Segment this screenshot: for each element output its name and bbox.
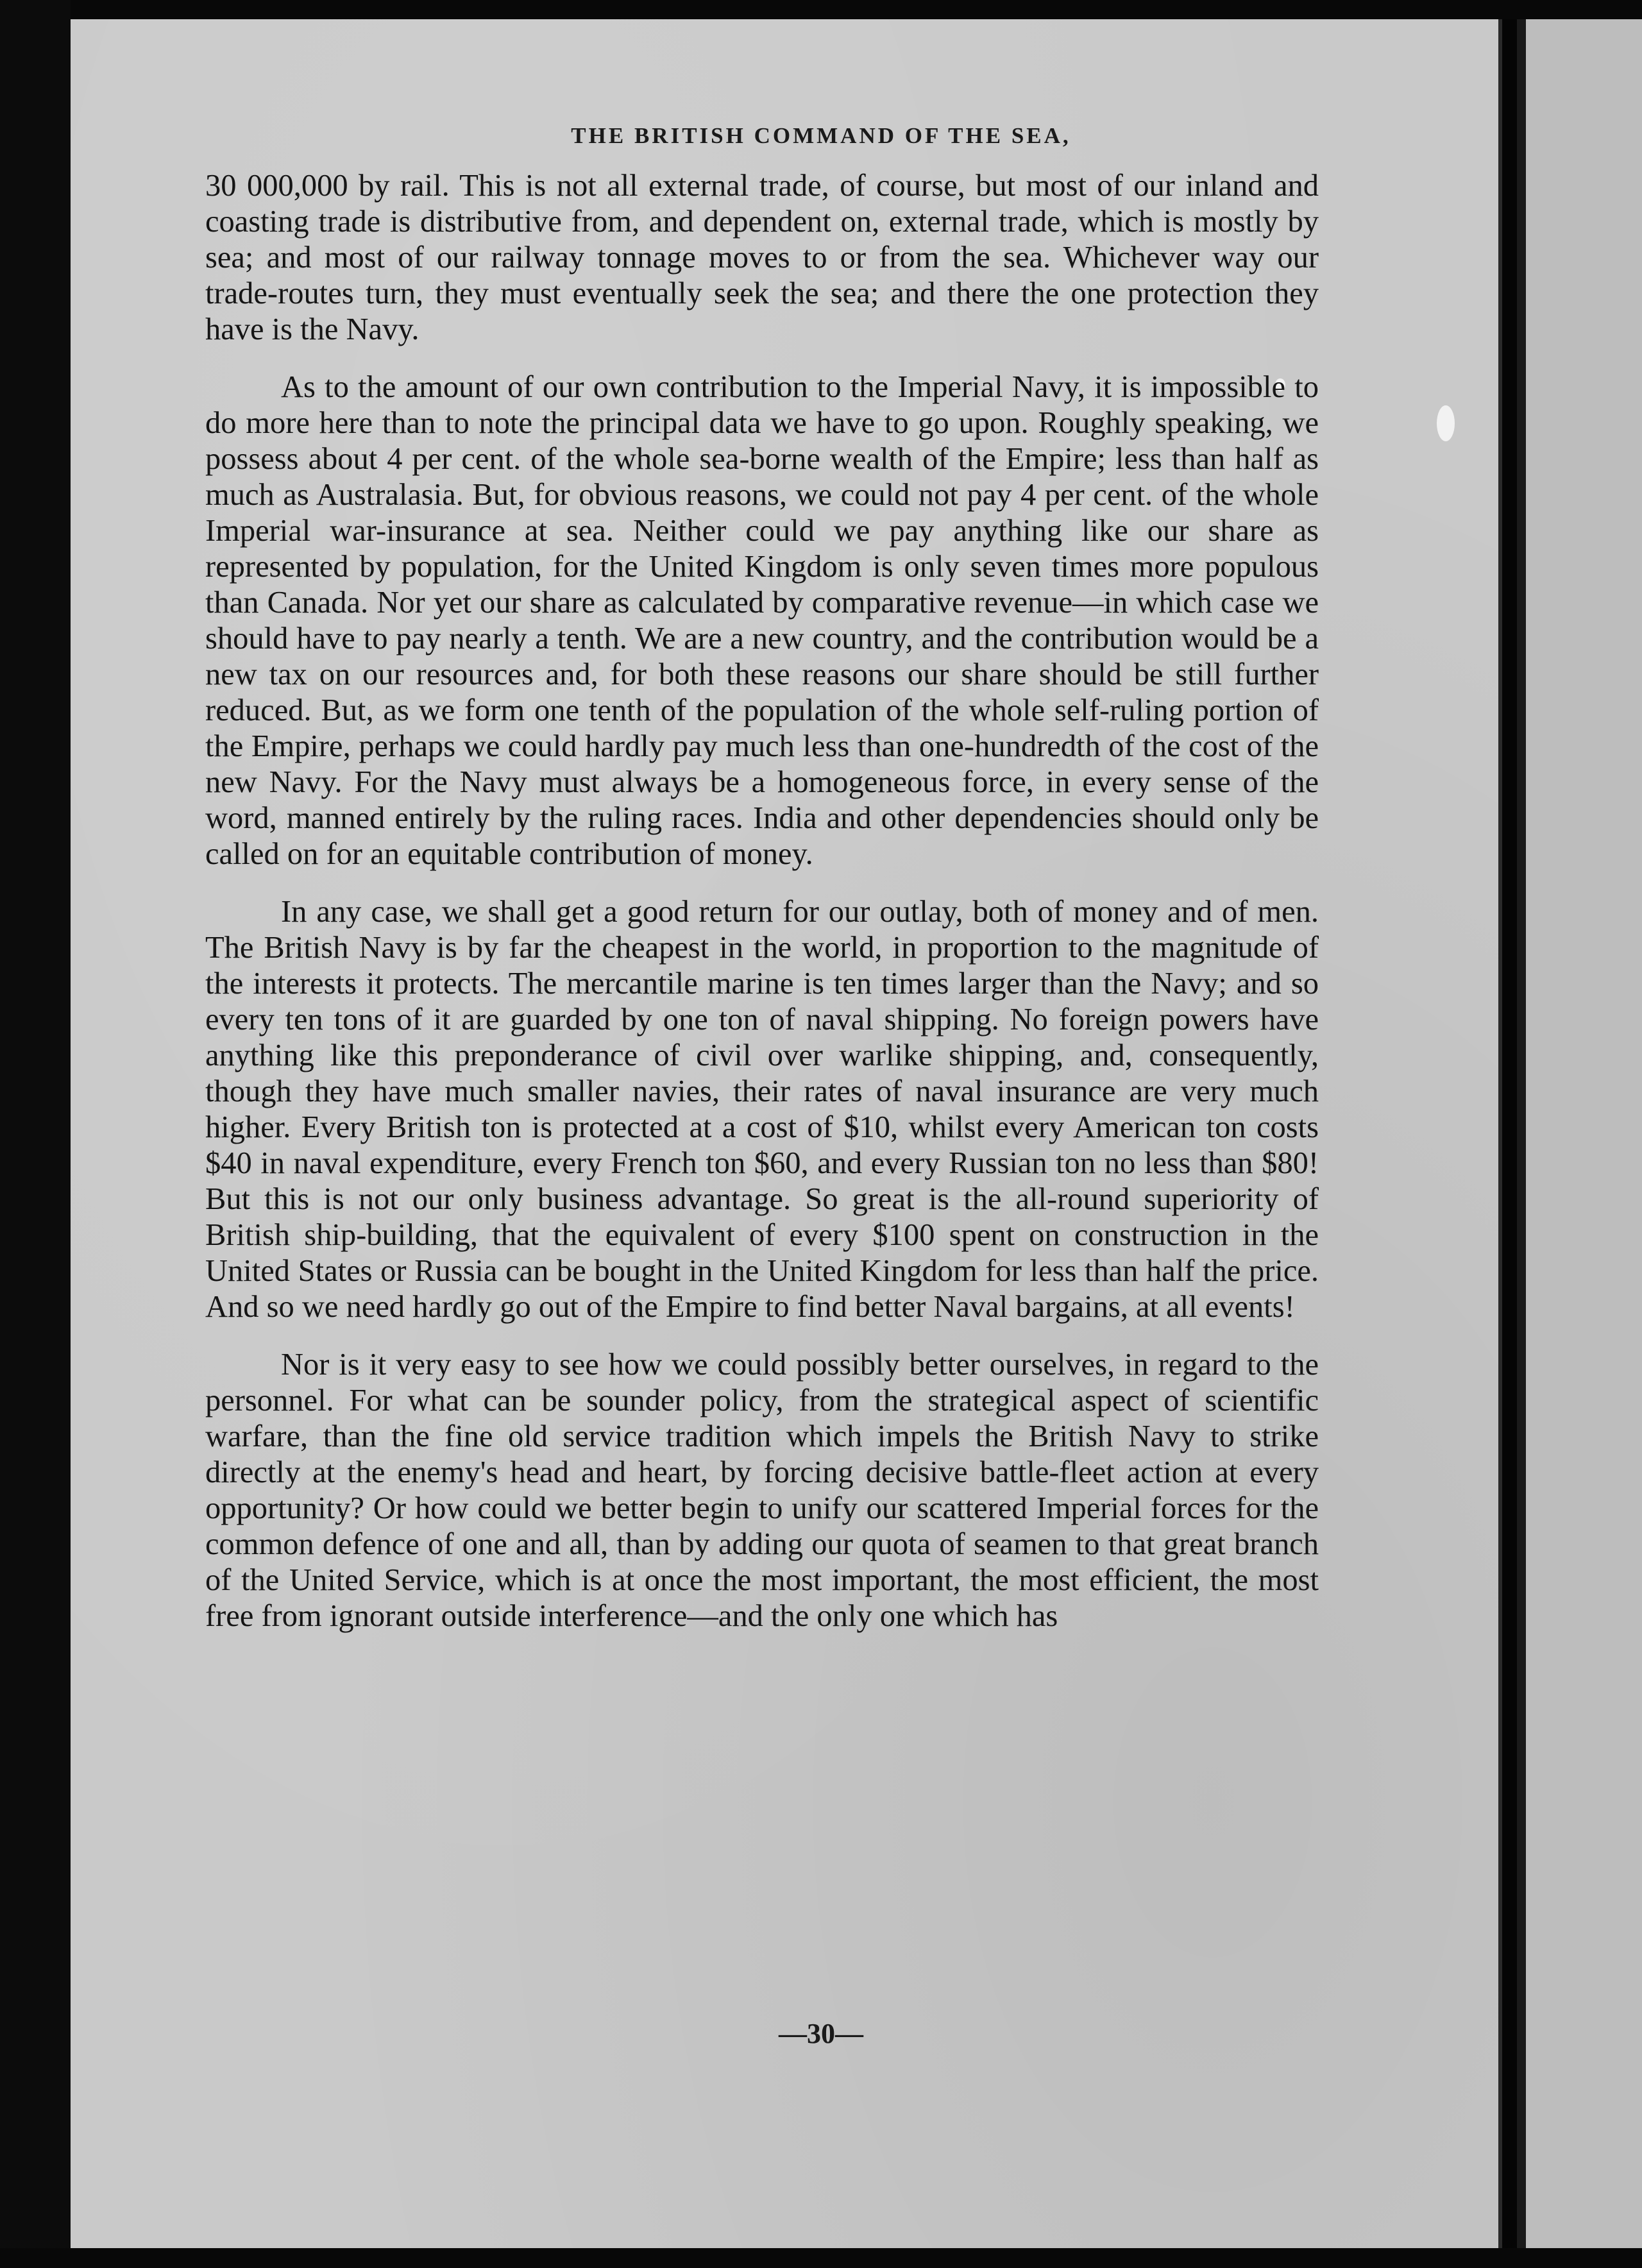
scan-bottom-border bbox=[0, 2248, 1642, 2268]
paragraph: As to the amount of our own contribution to the Imperial Navy, it is impossible to do more here than to note the principal data we have to go upon. Roughly speaking, we possess about 4 per cent. of the whole sea-borne wealth of the Empire; less than half as much as Australasia. But, for obvious reasons, we could not pay 4 per cent. of the whole Imperial war-insurance at sea. Neither could we pay anything like our share as represented by population, for the United Kingdom is only seven times more populous than Canada. Nor yet our share as calculated by comparative revenue—in which case we should have to pay nearly a tenth. We are a new country, and the contribution would be a new tax on our resources and, for both these reasons our share should be still further reduced. But, as we form one tenth of the population of the whole self-ruling portion of the Empire, perhaps we could hardly pay much less than one-hundredth of the cost of the new Navy. For the Navy must always be a homogeneous force, in every sense of the word, manned entirely by the ruling races. India and other dependencies should only be called on for an equitable contribution of money. bbox=[205, 370, 1319, 871]
running-head: THE BRITISH COMMAND OF THE SEA, bbox=[571, 123, 1071, 148]
paragraph: Nor is it very easy to see how we could possibly better ourselves, in regard to the personnel. For what can be sounder policy, from the strategical aspect of scientific warfare, than the fine old service tradition which impels the British Navy to strike directly at the enemy's head and heart, by forcing decisive battle-fleet action at every opportunity? Or how could we better begin to unify our scattered Imperial forces for the common defence of one and all, than by adding our quota of seamen to that great branch of the United Service, which is at once the most important, the most efficient, the most free from ignorant outside interference—and the only one which has bbox=[205, 1348, 1319, 1633]
page-number: —30— bbox=[779, 2018, 863, 2049]
paragraph: 30 000,000 by rail. This is not all external trade, of course, but most of our inland and coasting trade is distributive from, and dependent on, external trade, which is mostly by sea; and most of our railway tonnage moves to or from the sea. Whichever way our trade-routes turn, they must eventually seek the sea; and there the one protection they have is the Navy. bbox=[205, 169, 1319, 346]
scan-left-border bbox=[0, 0, 71, 2268]
body-text bbox=[205, 168, 1319, 1634]
scan-top-border bbox=[0, 0, 1642, 19]
scan-speck bbox=[1437, 405, 1455, 441]
facing-page-edge bbox=[1517, 19, 1642, 2248]
paragraph: In any case, we shall get a good return for our outlay, both of money and of men. The British Navy is by far the cheapest in the world, in proportion to the magnitude of the interests it protects. The mercantile marine is ten times larger than the Navy; and so every ten tons of it are guarded by one ton of naval shipping. No foreign powers have anything like this preponderance of civil over warlike shipping, and, consequently, though they have much smaller navies, their rates of naval insurance are very much higher. Every British ton is protected at a cost of $10, whilst every American ton costs $40 in naval expenditure, every French ton $60, and every Russian ton no less than $80! But this is not our only business advantage. So great is the all-round superiority of British ship-building, that the equivalent of every $100 spent on construction in the United States or Russia can be bought in the United Kingdom for less than half the price. And so we need hardly go out of the Empire to find better Naval bargains, at all events! bbox=[205, 895, 1319, 1324]
